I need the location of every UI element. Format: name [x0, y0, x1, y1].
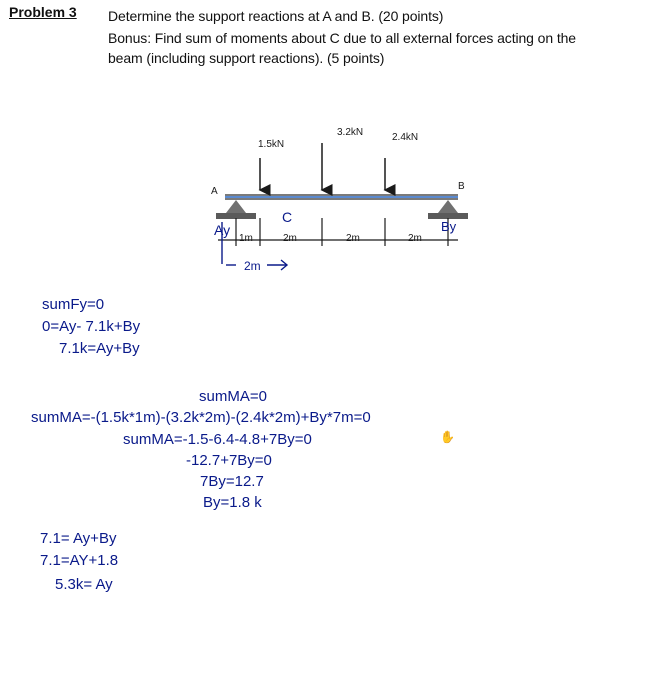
load-arrows: [260, 143, 385, 190]
a-to-c-label: 2m: [244, 259, 261, 273]
problem-statement-line-1: Determine the support reactions at A and B. (20 points): [108, 8, 444, 24]
load-label-3: 2.4kN: [392, 132, 419, 143]
point-label-b: B: [458, 181, 465, 192]
segment-label-2: 2m: [283, 233, 297, 244]
reaction-label-by: By: [441, 219, 457, 234]
support-a: [216, 200, 256, 219]
problem-label: Problem 3: [9, 4, 77, 20]
load-label-1: 1.5kN: [258, 139, 285, 150]
ay-line-2: 7.1=AY+1.8: [40, 552, 119, 569]
point-label-a: A: [211, 186, 218, 197]
ay-line-1: 7.1= Ay+By: [40, 530, 117, 547]
segment-label-1: 1m: [239, 233, 253, 244]
segment-label-3: 2m: [346, 233, 360, 244]
summa-line-5: 7By=12.7: [200, 473, 264, 490]
summa-line-6: By=1.8 k: [203, 494, 262, 511]
summa-line-2: sumMA=-(1.5k*1m)-(3.2k*2m)-(2.4k*2m)+By*7m=0: [31, 409, 371, 426]
dimension-line: [218, 218, 458, 246]
point-label-c: C: [282, 209, 293, 225]
load-label-2: 3.2kN: [337, 127, 364, 138]
summa-line-3: sumMA=-1.5-6.4-4.8+7By=0: [123, 431, 312, 448]
support-b: [428, 200, 468, 219]
segment-label-4: 2m: [408, 233, 422, 244]
cursor-hand-icon: ✋: [440, 430, 455, 444]
reaction-label-ay: Ay: [214, 222, 231, 238]
summa-line-1: sumMA=0: [199, 388, 267, 405]
problem-statement-line-2: Bonus: Find sum of moments about C due to all external forces acting on the: [108, 30, 576, 46]
beam-diagram: [0, 0, 662, 300]
summa-line-4: -12.7+7By=0: [186, 452, 272, 469]
problem-statement-line-3: beam (including support reactions). (5 points): [108, 50, 385, 66]
ay-line-3: 5.3k= Ay: [55, 576, 113, 593]
sumfy-line-2: 0=Ay- 7.1k+By: [42, 318, 141, 335]
sumfy-line-1: sumFy=0: [42, 296, 105, 313]
sumfy-line-3: 7.1k=Ay+By: [59, 340, 140, 357]
